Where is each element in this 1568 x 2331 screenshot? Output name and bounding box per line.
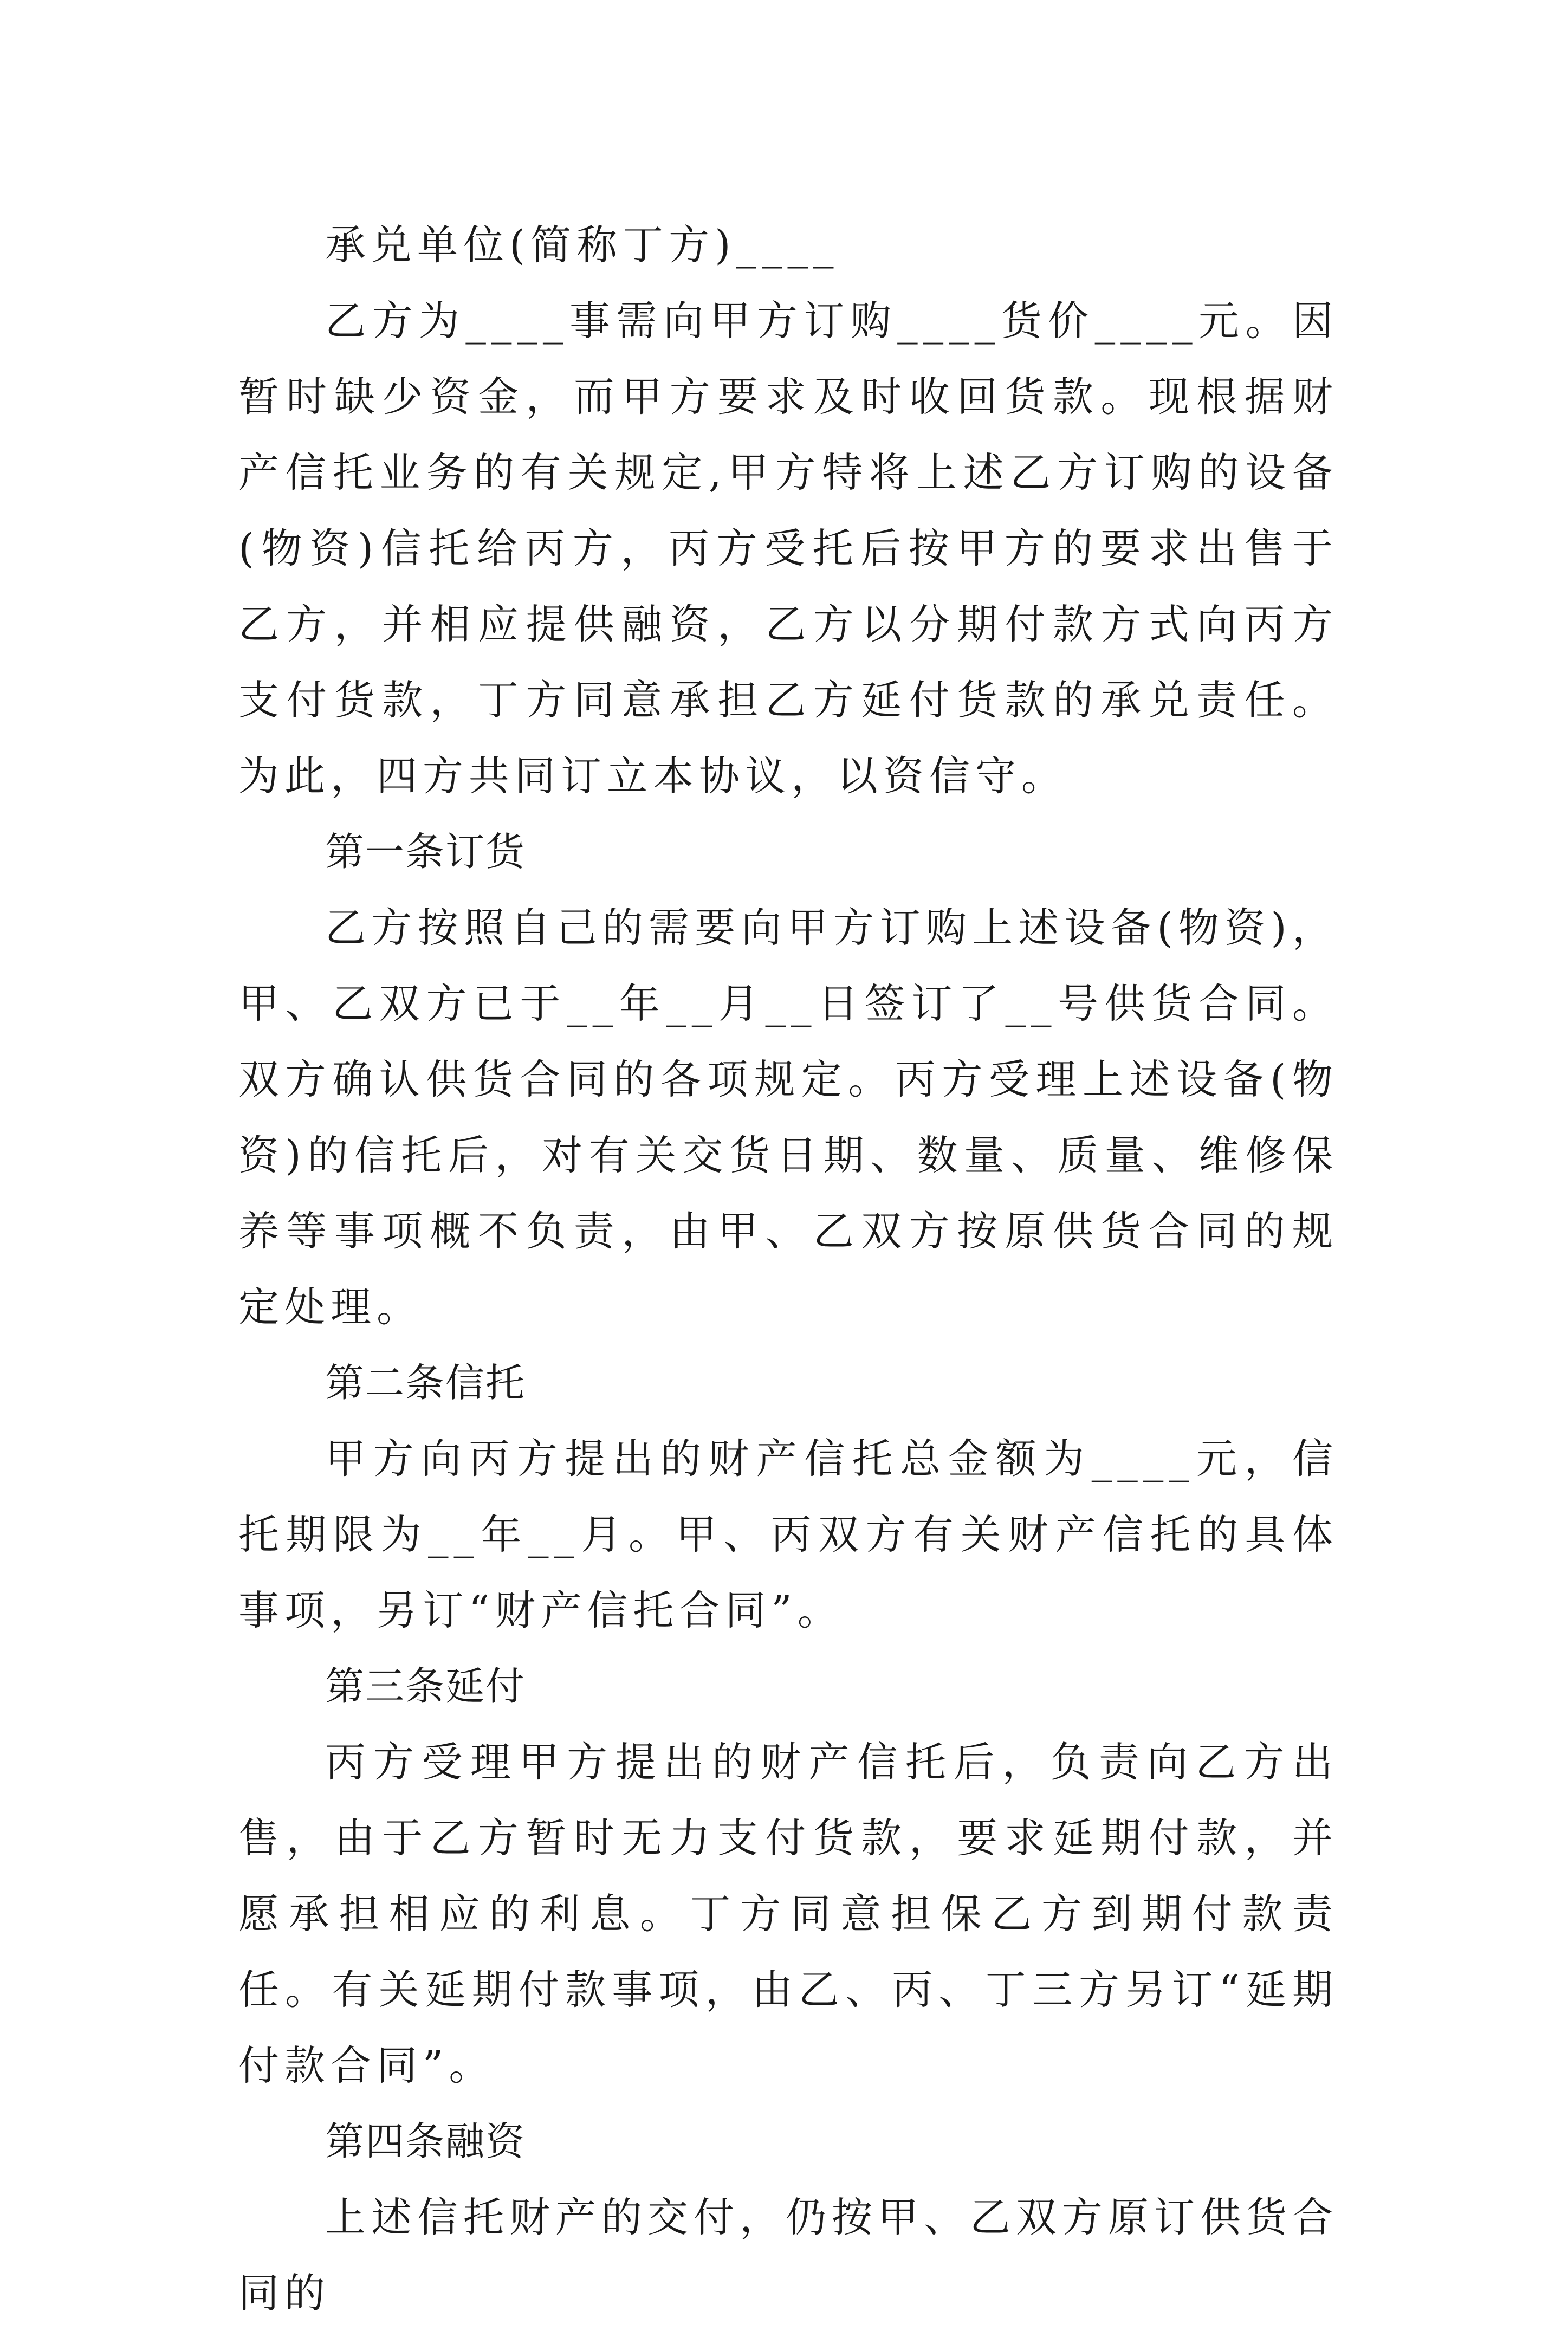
article-3-heading: 第三条延付 (325, 1663, 526, 1709)
article-4-body: 上述信托财产的交付，仍按甲、乙双方原订供货合同的 (238, 2193, 1339, 2317)
article-4-heading: 第四条融资 (325, 2119, 526, 2164)
paragraph-acceptor-unit: 承兑单位(简称丁方)____ (325, 221, 839, 269)
paragraph-preamble: 乙方为____事需向甲方订购____货价____元。因暂时缺少资金，而甲方要求及时收回货款。现根据财产信托业务的有关规定,甲方特将上述乙方订购的设备(物资)信托给丙方，丙方受托后按甲方的要求出售于乙方，并相应提供融资，乙方以分期付款方式向丙方支付货款，丁方同意承担乙方延付货款的承兑责任。为此，四方共同订立本协议，以资信守。 (238, 297, 1338, 800)
article-1-heading: 第一条订货 (325, 829, 526, 875)
document-page (238, 207, 1338, 2331)
article-2-heading: 第二条信托 (325, 1360, 526, 1406)
article-1-body: 乙方按照自己的需要向甲方订购上述设备(物资)，甲、乙双方已于__年__月__日签订了__号供货合同。双方确认供货合同的各项规定。丙方受理上述设备(物资)的信托后，对有关交货日期、数量、质量、维修保养等事项概不负责，由甲、乙双方按原供货合同的规定处理。 (238, 904, 1338, 1331)
article-2-body: 甲方向丙方提出的财产信托总金额为____元，信托期限为__年__月。甲、丙双方有关财产信托的具体事项，另订“财产信托合同”。 (238, 1435, 1338, 1634)
article-3-body: 丙方受理甲方提出的财产信托后，负责向乙方出售，由于乙方暂时无力支付货款，要求延期付款，并愿承担相应的利息。丁方同意担保乙方到期付款责任。有关延期付款事项，由乙、丙、丁三方另订“延期付款合同”。 (238, 1738, 1338, 2089)
